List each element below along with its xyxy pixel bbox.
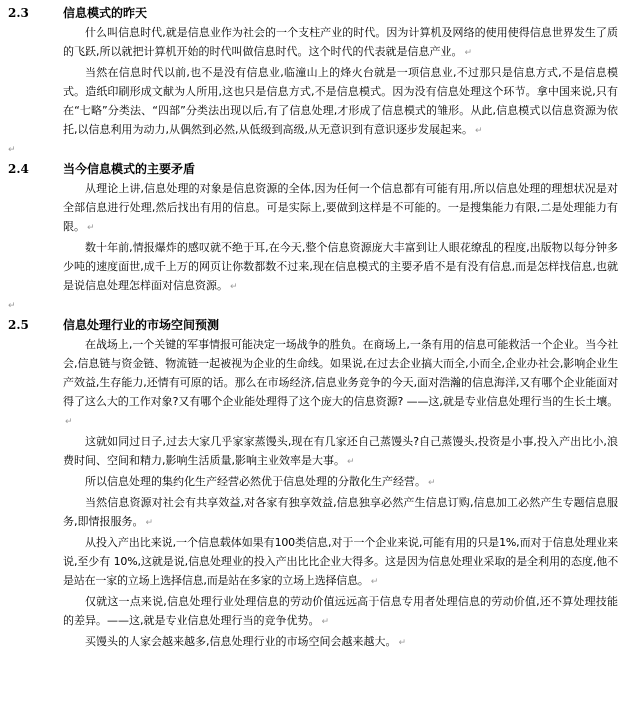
paragraph: 买馒头的人家会越来越多,信息处理行业的市场空间会越来越大。 ↵ — [85, 635, 407, 648]
paragraph: 这就如同过日子,过去大家几乎家家蒸馒头,现在有几家还自己蒸馒头?自己蒸馒头,投资是小事,投入产出比小,浪费时间、空间和精力,影响生活质量,影响主业效率是大事。 ↵ — [63, 435, 618, 467]
paragraph-mark-icon: ↵ — [65, 417, 73, 427]
section-title: 信息模式的昨天 — [63, 6, 148, 20]
paragraph: 从理论上讲,信息处理的对象是信息资源的全体,因为任何一个信息都有可能有用,所以信息处理的理想状况是对全部信息进行处理,然后找出有用的信息。可是实际上,要做到这样是不可能的。一是搜集能力有限,二是处理能力有限。 ↵ — [63, 182, 618, 233]
paragraph-mark-icon: ↵ — [398, 638, 407, 648]
paragraph-mark-icon: ↵ — [321, 617, 330, 627]
section-heading — [8, 160, 632, 179]
section-2-5 — [8, 316, 632, 653]
paragraph: 数十年前,情报爆炸的感叹就不绝于耳,在今天,整个信息资源庞大丰富到让人眼花缭乱的程度,出版物以每分钟多少吨的速度面世,成千上万的网页让你数都数不过来,现在信息模式的主要矛盾不是有没有信息,而是怎样找信息,也就是说信息处理怎样面对信息资源。 ↵ — [63, 241, 618, 292]
section-title: 当今信息模式的主要矛盾 — [63, 162, 196, 176]
paragraph-mark-icon: ↵ — [370, 577, 379, 587]
empty-line — [8, 141, 632, 160]
section-title: 信息处理行业的市场空间预测 — [63, 318, 220, 332]
section-heading — [8, 316, 632, 335]
section-heading — [8, 4, 632, 23]
paragraph-mark-icon: ↵ — [347, 457, 355, 467]
paragraph-mark-icon: ↵ — [464, 48, 473, 58]
paragraph-mark-icon: ↵ — [428, 478, 436, 488]
empty-line — [8, 297, 632, 316]
paragraph: 当然在信息时代以前,也不是没有信息业,临潼山上的烽火台就是一项信息业,不过那只是信息方式,不是信息模式。造纸印刷形成文献为人所用,这也只是信息方式,不是信息模式。因为没有信息处理这个环节。拿中国来说,只有在“七略”分类法、“四部”分类法出现以后,有了信息处理,才形成了信息模式的雏形。从此,信息模式以信息资源为依托,以信息利用为动力,从偶然到必然,从低级到高级,从无意识到有意识逐步发展起来。 ↵ — [63, 66, 618, 136]
section-number: 2.3 — [8, 6, 29, 20]
paragraph-mark-icon: ↵ — [474, 126, 483, 136]
paragraph-mark-icon: ↵ — [8, 301, 16, 311]
section-2-3 — [8, 4, 632, 141]
paragraph: 在战场上,一个关键的军事情报可能决定一场战争的胜负。在商场上,一条有用的信息可能救活一个企业。当今社会,信息链与资金链、物流链一起被视为企业的生命线。如果说,在过去企业搞大而全,小而全,企业办社会,影响企业生产效益,生存能力,还情有可原的话。那么在市场经济,信息业务竞争的今天,面对浩瀚的信息海洋,又有哪个企业能面对得了这么大的工作对象?又有哪个企业能处理得了这个庞大的信息资源? ——这,就是专业信息处理行当的生长土壤。↵ — [63, 338, 618, 427]
section-2-4 — [8, 160, 632, 297]
paragraph-mark-icon: ↵ — [230, 282, 238, 292]
paragraph: 仅就这一点来说,信息处理行业处理信息的劳动价值远远高于信息专用者处理信息的劳动价值,还不算处理技能的差异。——这,就是专业信息处理行当的竞争优势。 ↵ — [63, 595, 618, 627]
section-number: 2.5 — [8, 318, 29, 332]
paragraph-mark-icon: ↵ — [8, 145, 16, 155]
paragraph: 从投入产出比来说,一个信息载体如果有100类信息,对于一个企业来说,可能有用的只是1%,而对于信息处理业来说,至少有 10%,这就是说,信息处理业的投入产出比比企业大得多。这是因为信息处理业采取的是全利用的态度,他不是站在一家的立场上选择信息,而是站在多家的立场上选择信息。 ↵ — [63, 536, 618, 587]
section-number: 2.4 — [8, 162, 29, 176]
paragraph: 当然信息资源对社会有共享效益,对各家有独享效益,信息独享必然产生信息订购,信息加工必然产生专题信息服务,即情报服务。 ↵ — [63, 496, 618, 528]
paragraph-mark-icon: ↵ — [87, 223, 95, 233]
paragraph: 所以信息处理的集约化生产经营必然优于信息处理的分散化生产经营。 ↵ — [85, 475, 436, 488]
paragraph: 什么叫信息时代,就是信息业作为社会的一个支柱产业的时代。因为计算机及网络的使用使得信息世界发生了质的飞跃,所以就把计算机开始的时代叫做信息时代。这个时代的代表就是信息产业。 ↵ — [63, 26, 618, 58]
paragraph-mark-icon: ↵ — [145, 518, 154, 528]
